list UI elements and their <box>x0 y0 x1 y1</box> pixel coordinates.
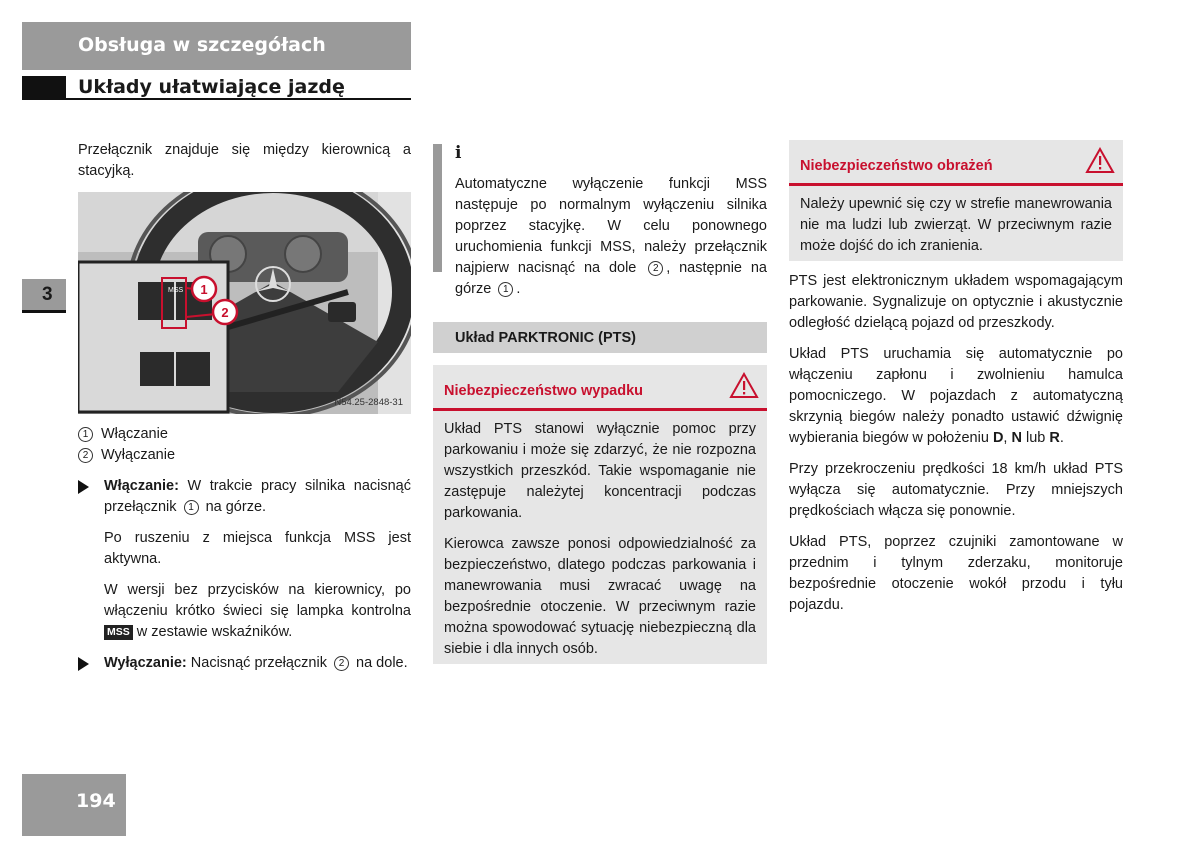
info-text-part: , następnie na górze <box>455 260 767 297</box>
pts-speed: Przy przekroczeniu prędkości 18 km/h układ PTS wyłącza się automatycznie. Przy mniejszych prędkościach włącza się ponownie. <box>789 461 1123 519</box>
info-icon: i <box>455 143 462 163</box>
inline-number: 1 <box>184 500 199 515</box>
step-text: na górze. <box>201 499 267 515</box>
inline-number: 2 <box>648 261 663 276</box>
column-1 <box>78 140 411 684</box>
chapter-tab <box>22 279 66 310</box>
warning-header <box>789 140 1123 186</box>
pts-text: Układ PTS uruchamia się automatycznie po włączeniu zapłonu i zwolnieniu hamulca pomocniczego. W pojazdach z automatyczną skrzynią biegów należy ponadto ustawić dźwignię wybierania biegów w położeniu <box>789 346 1123 446</box>
legend-item <box>78 424 411 445</box>
page-title: Układy ułatwiające jazdę <box>78 76 345 98</box>
page-number: 194 <box>76 790 116 812</box>
info-note <box>433 140 767 300</box>
warning-triangle-icon <box>729 372 759 399</box>
warning-triangle-icon <box>1085 147 1115 174</box>
warning-header <box>433 365 767 411</box>
note-text: w zestawie wskaźników. <box>132 624 293 640</box>
warning-injury <box>789 140 1123 261</box>
image-code: N54.25-2848-31 <box>334 397 403 408</box>
intro-text: Przełącznik znajduje się między kierownicą a stacyjką. <box>78 142 411 179</box>
column-2 <box>433 140 767 674</box>
info-bar <box>433 144 442 272</box>
inline-number: 1 <box>498 282 513 297</box>
warning-text: Kierowca zawsze ponosi odpowiedzialność za bezpieczeństwo, dlatego podczas parkowania i manewrowania musi zwracać uwagę na bezpośrednie otoczenie. W przeciwnym razie można spowodować sytuację niebezpieczną dla siebie i dla innych osób. <box>444 536 756 657</box>
steering-wheel-illustration <box>78 192 411 414</box>
warning-accident <box>433 365 767 664</box>
pts-description: PTS jest elektronicznym układem wspomagającym parkowanie. Sygnalizuje on optycznie i akustycznie odległość dzielącą pojazd od przeszkody. <box>789 273 1123 331</box>
pts-text: , <box>1003 430 1012 446</box>
arrow-icon <box>78 657 89 671</box>
legend-text: Włączanie <box>101 426 168 442</box>
gear-n: N <box>1011 430 1022 446</box>
legend-item <box>78 445 411 466</box>
legend-number: 1 <box>78 427 93 442</box>
mss-indicator-badge: MSS <box>104 625 133 640</box>
legend <box>78 424 411 466</box>
chapter-rule <box>22 310 66 313</box>
pts-text: lub <box>1021 430 1050 446</box>
info-text <box>455 174 767 300</box>
warning-text: Układ PTS stanowi wyłącznie pomoc przy parkowaniu i może się zdarzyć, że nie rozpozna wszystkich przeszkód. Takie wspomaganie nie zastępuje należytej koncentracji podczas parkowania. <box>444 421 756 521</box>
step-text: W trakcie pracy silnika nacisnąć przełącznik <box>104 478 411 515</box>
step-off <box>78 653 411 674</box>
pts-activation <box>789 344 1123 449</box>
legend-number: 2 <box>78 448 93 463</box>
step-text: Nacisnąć przełącznik <box>186 655 331 671</box>
callout-1: 1 <box>200 282 208 297</box>
steering-wheel-photo <box>78 192 411 414</box>
pts-text: . <box>1059 430 1064 446</box>
mss-button-label: MSS <box>168 287 184 294</box>
section-heading <box>433 322 767 353</box>
warning-text: Należy upewnić się czy w strefie manewrowania nie ma ludzi lub zwierząt. W przeciwnym razie może dojść do ich zranienia. <box>800 196 1112 254</box>
title-rule <box>22 98 411 100</box>
warning-title: Niebezpieczeństwo obrażeń <box>800 158 993 174</box>
note-active: Po ruszeniu z miejsca funkcja MSS jest aktywna. <box>104 530 411 567</box>
step-label: Włączanie: <box>104 478 179 494</box>
column-3 <box>789 140 1123 626</box>
section-header <box>22 22 411 70</box>
page-number-box <box>22 774 126 836</box>
note-lamp <box>78 580 411 643</box>
legend-text: Wyłączanie <box>101 447 176 463</box>
callout-2: 2 <box>221 305 229 320</box>
pts-sensors: Układ PTS, poprzez czujniki zamontowane w przednim i tylnym zderzaku, monitoruje bezpośrednie otoczenie wokół przodu i tyłu pojazdu. <box>789 534 1123 613</box>
step-text: na dole. <box>352 655 408 671</box>
info-text-part: Automatyczne wyłączenie funkcji MSS następuje po normalnym wyłączeniu silnika poprzez stacyjkę. W celu ponownego uruchomienia funkcji MSS, należy przełącznik najpierw nacisnąć na dole <box>455 176 767 276</box>
arrow-icon <box>78 480 89 494</box>
title-marker <box>22 76 66 99</box>
gear-d: D <box>992 430 1004 446</box>
section-heading-text: Układ PARKTRONIC (PTS) <box>455 330 636 346</box>
gear-r: R <box>1049 430 1060 446</box>
chapter-number: 3 <box>42 284 53 305</box>
step-on <box>78 476 411 518</box>
info-text-part: . <box>516 281 521 297</box>
note-text: W wersji bez przycisków na kierownicy, po włączeniu krótko świeci się lampka kontrolna <box>104 582 411 619</box>
section-title: Obsługa w szczegółach <box>78 34 326 56</box>
inline-number: 2 <box>334 656 349 671</box>
step-label: Wyłączanie: <box>104 655 187 671</box>
warning-title: Niebezpieczeństwo wypadku <box>444 383 644 399</box>
